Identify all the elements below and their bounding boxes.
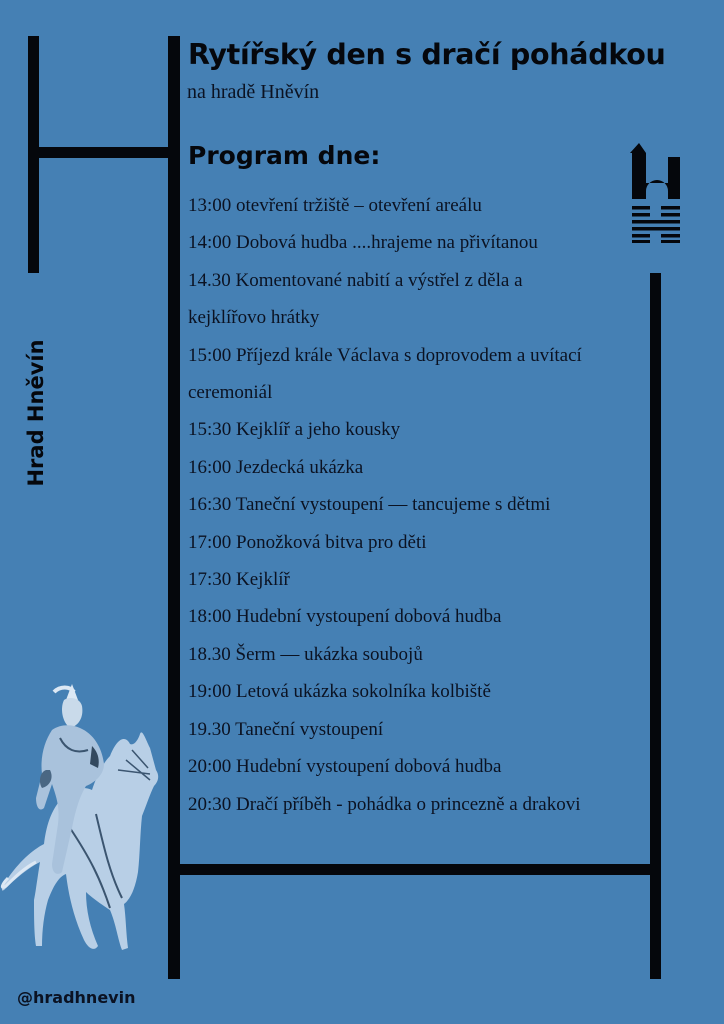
side-label-text: Hrad Hněvín (24, 339, 48, 487)
logo-crenel (672, 153, 676, 157)
schedule-item: 14:00 Dobová hudba ....hrajeme na přivítanou (188, 232, 538, 254)
poster-title: Rytířský den s dračí pohádkou (188, 38, 666, 71)
schedule-item: 17:30 Kejklíř (188, 569, 290, 591)
schedule-item: 16:30 Taneční vystoupení — tancujeme s dětmi (188, 494, 551, 516)
castle-tower-icon (630, 143, 682, 243)
logo-castle-body (632, 153, 680, 199)
schedule-item: 20:30 Dračí příběh - pohádka o princezně a drakovi (188, 793, 581, 815)
schedule-item: 16:00 Jezdecká ukázka (188, 456, 364, 478)
schedule-item: 18.30 Šerm — ukázka soubojů (188, 643, 423, 665)
h-frame-bottom-crossbar (170, 864, 660, 875)
schedule-item: 15:00 Příjezd krále Václava s doprovodem a uvítací ceremoniál (188, 344, 582, 404)
schedule-item: 19.30 Taneční vystoupení (188, 718, 384, 740)
h-frame-top-crossbar (28, 147, 174, 158)
h-frame-right-bar (650, 273, 661, 979)
social-handle: @hradhnevin (17, 988, 136, 1007)
schedule-item: 13:00 otevření tržiště – otevření areálu (188, 195, 482, 216)
schedule-list (188, 187, 638, 823)
schedule-item: 17:00 Ponožková bitva pro děti (188, 531, 427, 553)
logo-stripes (632, 206, 680, 243)
schedule-item: 19:00 Letová ukázka sokolníka kolbiště (188, 681, 491, 703)
schedule-item: 14.30 Komentované nabití a výstřel z děla a kejklířovo hrátky (188, 269, 523, 329)
schedule-item: 15:30 Kejklíř a jeho kousky (188, 419, 401, 441)
poster-subtitle: na hradě Hněvín (187, 81, 320, 103)
program-heading: Program dne: (188, 141, 381, 170)
knight-on-horse-illustration (0, 678, 165, 960)
schedule-item: 18:00 Hudební vystoupení dobová hudba (188, 606, 502, 628)
h-frame-main-bar (168, 36, 180, 979)
schedule-item: 20:00 Hudební vystoupení dobová hudba (188, 756, 502, 778)
side-label (14, 318, 58, 508)
